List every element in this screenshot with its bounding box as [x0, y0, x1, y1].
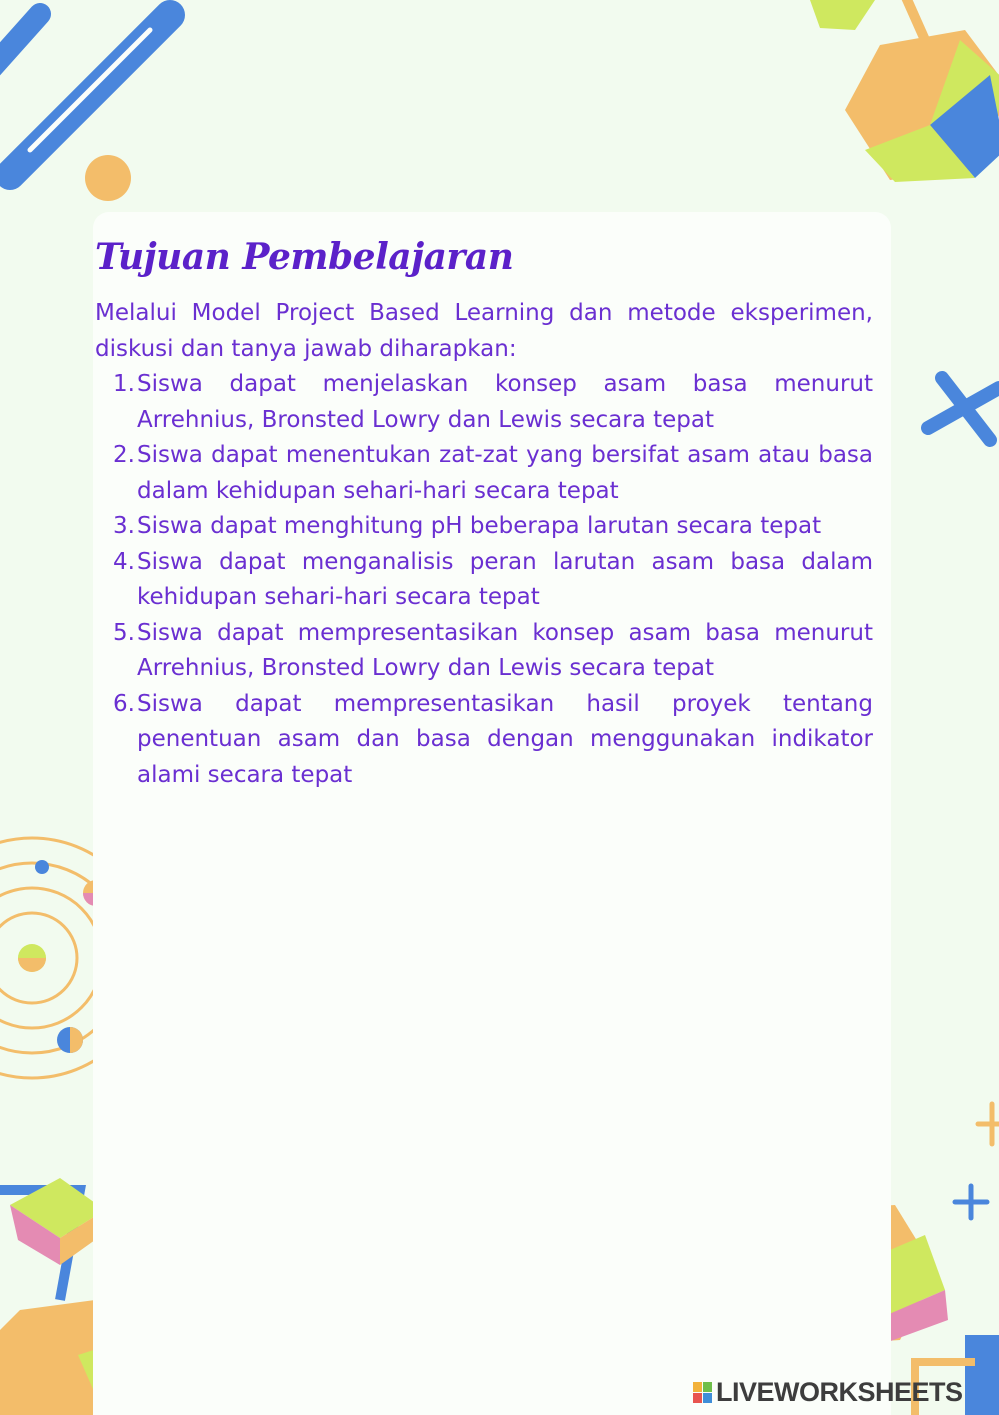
- list-item-number: 5.: [113, 619, 135, 646]
- dot-decoration: [85, 155, 131, 201]
- list-item-number: 4.: [113, 548, 135, 575]
- list-item: [95, 545, 873, 616]
- list-item-text: Siswa dapat menganalisis peran larutan asam basa dalam kehidupan sehari-hari secara tepat: [137, 548, 873, 610]
- liveworksheets-logo-icon: [693, 1382, 712, 1403]
- list-item: [95, 509, 873, 545]
- list-item: [95, 687, 873, 794]
- list-item-number: 6.: [113, 690, 135, 717]
- cube-decoration: [810, 0, 999, 182]
- intro-paragraph: Melalui Model Project Based Learning dan metode eksperimen, diskusi dan tanya jawab diharapkan:: [95, 300, 873, 362]
- list-item-text: Siswa dapat menghitung pH beberapa larutan secara tepat: [137, 513, 822, 539]
- cross-decoration: [928, 378, 999, 440]
- stripes-decoration: [0, 14, 170, 175]
- list-item-text: Siswa dapat menjelaskan konsep asam basa menurut Arrehnius, Bronsted Lowry dan Lewis secara tepat: [137, 371, 873, 433]
- watermark-text: LIVEWORKSHEETS: [716, 1376, 963, 1407]
- list-item-text: Siswa dapat mempresentasikan konsep asam basa menurut Arrehnius, Bronsted Lowry dan Lewis secara tepat: [137, 619, 873, 681]
- list-item-number: 1.: [113, 371, 135, 397]
- list-item: [95, 367, 873, 438]
- list-item: [95, 616, 873, 687]
- list-item-number: 2.: [113, 442, 135, 468]
- learning-goals-list: [95, 367, 873, 793]
- page-title: Tujuan Pembelajaran: [95, 236, 514, 278]
- list-item-text: Siswa dapat mempresentasikan hasil proyek tentang penentuan asam dan basa dengan menggunakan indikator alami secara tepat: [137, 690, 873, 788]
- list-item-number: 3.: [113, 513, 135, 539]
- list-item-text: Siswa dapat menentukan zat-zat yang bersifat asam atau basa dalam kehidupan sehari-hari secara tepat: [137, 442, 873, 504]
- list-item: [95, 438, 873, 509]
- liveworksheets-watermark: [693, 1375, 963, 1409]
